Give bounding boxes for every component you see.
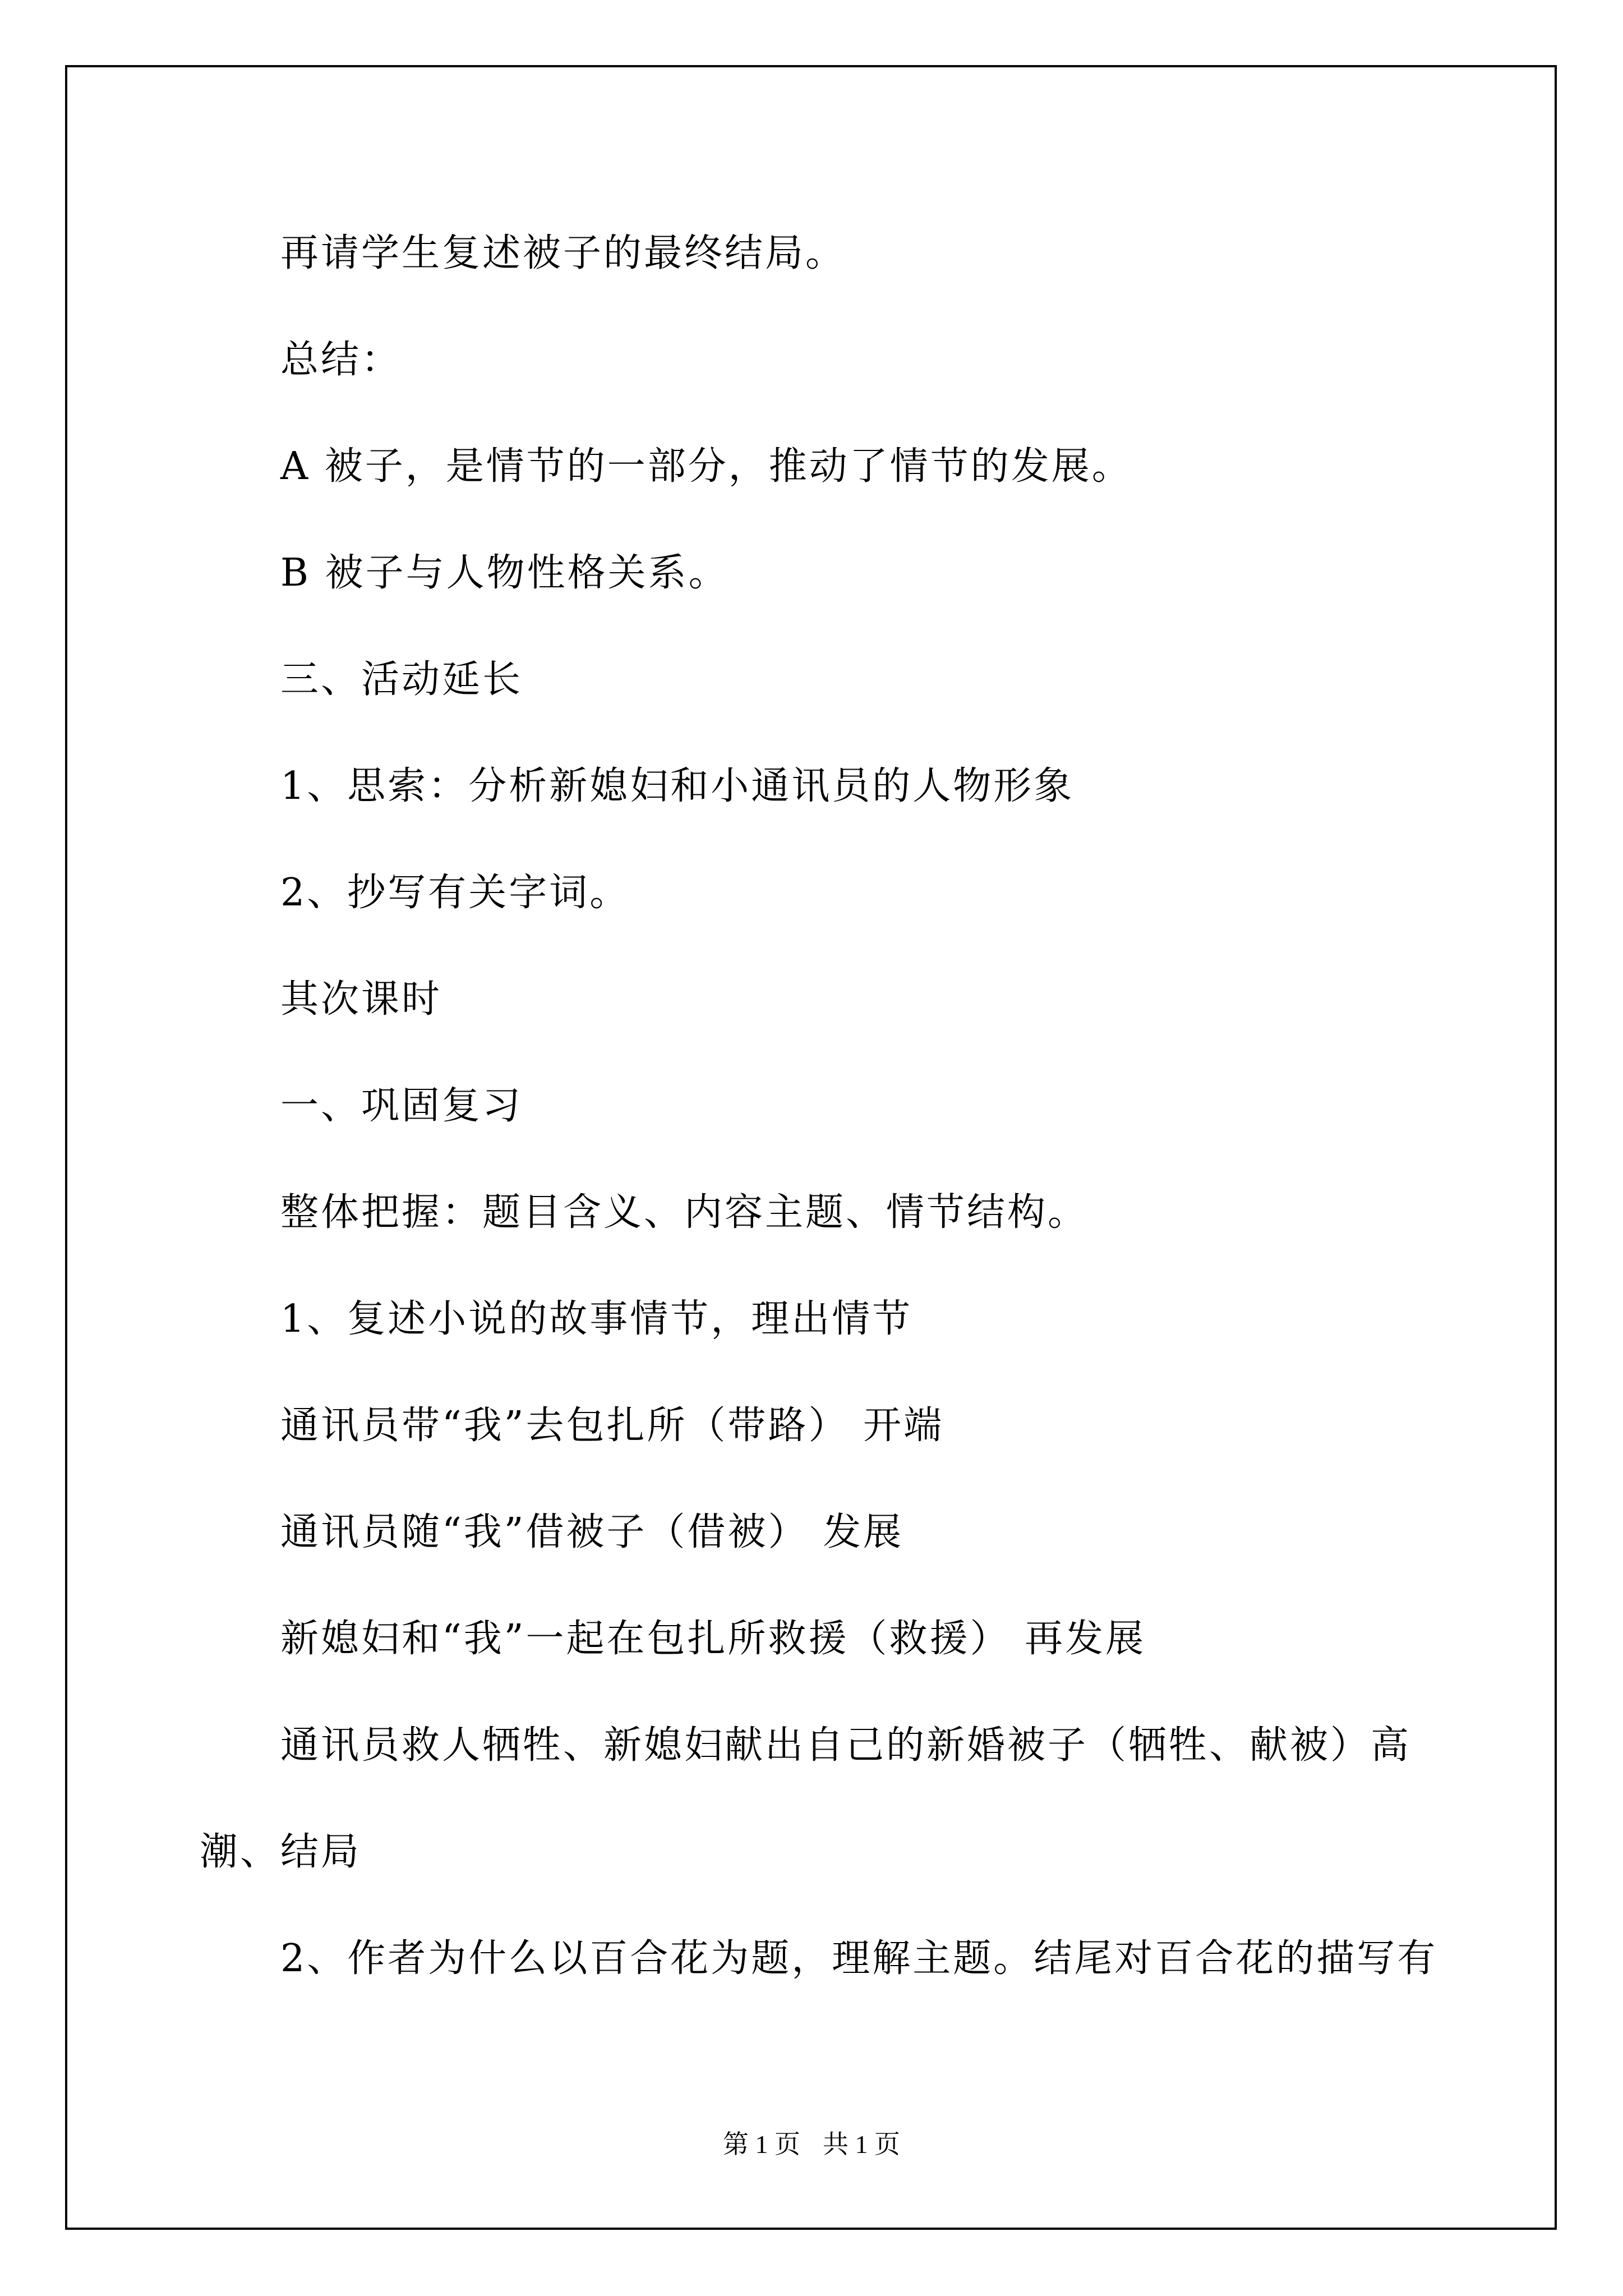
- page-footer: [0, 2132, 1623, 2157]
- page-number: 第 1 页: [723, 2130, 800, 2159]
- paragraph-line: 1、思索：分析新媳妇和小通讯员的人物形象: [280, 764, 1075, 808]
- paragraph-line: 整体把握：题目含义、内容主题、情节结构。: [280, 1190, 1089, 1235]
- paragraph-line: 2、抄写有关字词。: [280, 871, 630, 915]
- paragraph-line: 1、复述小说的故事情节，理出情节: [280, 1297, 913, 1341]
- paragraph-line: B 被子与人物性格关系。: [280, 551, 729, 595]
- plot-line: 新媳妇和“我”一起在包扎所救援（救援） 再发展: [280, 1617, 1146, 1661]
- section-heading: 三、活动延长: [280, 657, 523, 702]
- plot-line: 通讯员救人牺牲、新媳妇献出自己的新婚被子（牺牲、献被）高: [280, 1723, 1412, 1768]
- plot-line-continuation: 潮、结局: [200, 1830, 362, 1874]
- paragraph-line: 总结：: [280, 338, 402, 382]
- paragraph-line: 再请学生复述被子的最终结局。: [280, 231, 846, 275]
- section-heading: 一、巩固复习: [280, 1084, 523, 1128]
- plot-line: 通讯员带“我”去包扎所（带路） 开端: [280, 1404, 944, 1448]
- paragraph-line: 2、作者为什么以百合花为题，理解主题。结尾对百合花的描写有: [280, 1936, 1438, 1981]
- page-total: 共 1 页: [823, 2130, 900, 2159]
- plot-line: 通讯员随“我”借被子（借被） 发展: [280, 1510, 904, 1554]
- section-heading: 其次课时: [280, 977, 442, 1022]
- paragraph-line: A 被子，是情节的一部分，推动了情节的发展。: [280, 444, 1132, 489]
